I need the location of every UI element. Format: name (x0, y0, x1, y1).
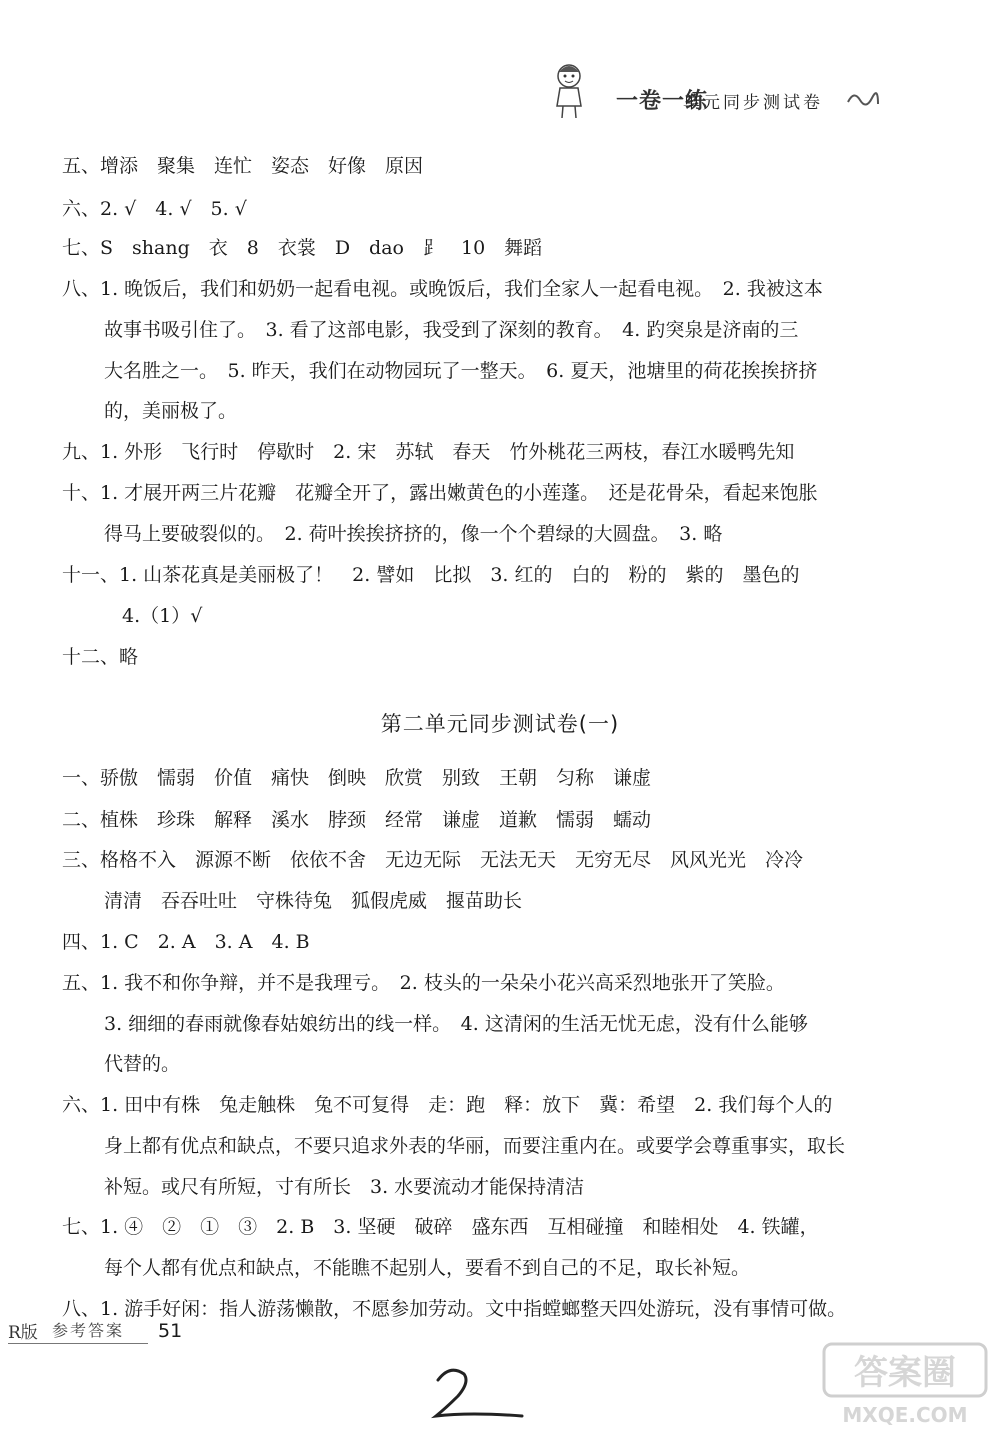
svg-text:MXQE.COM: MXQE.COM (842, 1403, 968, 1427)
answer-line: 3. 细细的春雨就像春姑娘纺出的线一样。 4. 这清闲的生活无忧无虑，没有什么能够 (104, 1013, 808, 1035)
brand-logo-text: 一卷一练 (616, 89, 709, 114)
answer-line: 身上都有优点和缺点，不要只追求外表的华丽，而要注重内在。或要学会尊重事实，取长 (104, 1135, 846, 1157)
handwritten-mark-icon (430, 1362, 530, 1422)
footer-divider (8, 1343, 148, 1344)
answer-line: 八、1. 游手好闲：指人游荡懒散，不愿参加劳动。文中指螳螂整天四处游玩，没有事情可做。 (62, 1298, 847, 1320)
answer-line: 一、骄傲 懦弱 价值 痛快 倒映 欣赏 别致 王朝 匀称 谦虚 (62, 767, 652, 789)
answer-line: 六、2. √ 4. √ 5. √ (62, 198, 247, 220)
svg-text:答案圈: 答案圈 (854, 1353, 956, 1393)
decorative-squiggle-icon (846, 88, 880, 108)
answer-line: 每个人都有优点和缺点，不能瞧不起别人，要看不到自己的不足，取长补短。 (104, 1257, 751, 1279)
answer-line: 三、格格不入 源源不断 依依不舍 无边无际 无法无天 无穷无尽 风风光光 冷冷 (62, 849, 804, 871)
answer-line: 十、1. 才展开两三片花瓣 花瓣全开了，露出嫩黄色的小莲蓬。 还是花骨朵，看起来饱胀 (62, 482, 818, 504)
page-header (528, 58, 888, 128)
mascot-icon (548, 62, 590, 120)
answer-line: 七、S shang 衣 8 衣裳 D dao ⻊ 10 舞蹈 (62, 237, 543, 259)
edition-label: R版 (8, 1323, 38, 1343)
watermark-logo (820, 1340, 990, 1430)
answer-line: 六、1. 田中有株 兔走触株 兔不可复得 走：跑 释：放下 冀：希望 2. 我们每个人的 (62, 1094, 833, 1116)
answer-line: 八、1. 晚饭后，我们和奶奶一起看电视。或晚饭后，我们全家人一起看电视。 2. 我被这本 (62, 278, 823, 300)
answer-line: 四、1. C 2. A 3. A 4. B (62, 931, 310, 953)
section-title: 第二单元同步测试卷(一) (380, 712, 620, 736)
answer-line: 的，美丽极了。 (104, 400, 238, 422)
header-title: 单元同步测试卷 (683, 93, 823, 113)
answer-line: 大名胜之一。 5. 昨天，我们在动物园玩了一整天。 6. 夏天，池塘里的荷花挨挨挤挤 (104, 360, 818, 382)
page-number: 51 (158, 1320, 183, 1342)
answer-line: 补短。或尺有所短，寸有所长 3. 水要流动才能保持清洁 (104, 1176, 585, 1198)
footer-label: 参考答案 (52, 1321, 125, 1340)
answer-line: 五、1. 我不和你争辩，并不是我理亏。 2. 枝头的一朵朵小花兴高采烈地张开了笑脸。 (62, 972, 785, 994)
answer-line: 七、1. ④ ② ① ③ 2. B 3. 坚硬 破碎 盛东西 互相碰撞 和睦相处 4. 铁罐， (62, 1216, 819, 1238)
answer-line: 故事书吸引住了。 3. 看了这部电影，我受到了深刻的教育。 4. 趵突泉是济南的三 (104, 319, 799, 341)
answer-line: 代替的。 (104, 1053, 181, 1075)
answer-line: 五、增添 聚集 连忙 姿态 好像 原因 (62, 155, 424, 177)
answer-line: 得马上要破裂似的。 2. 荷叶挨挨挤挤的，像一个个碧绿的大圆盘。 3. 略 (104, 523, 723, 545)
answer-line: 二、植株 珍珠 解释 溪水 脖颈 经常 谦虚 道歉 懦弱 蠕动 (62, 809, 652, 831)
answer-line: 十二、略 (62, 646, 139, 668)
answer-line: 九、1. 外形 飞行时 停歇时 2. 宋 苏轼 春天 竹外桃花三两枝，春江水暖鸭先知 (62, 441, 795, 463)
answer-line: 4.（1）√ (122, 605, 203, 627)
answer-line: 十一、1. 山茶花真是美丽极了！ 2. 譬如 比拟 3. 红的 白的 粉的 紫的 墨色的 (62, 564, 800, 586)
answer-line: 清清 吞吞吐吐 守株待兔 狐假虎威 揠苗助长 (104, 890, 523, 912)
